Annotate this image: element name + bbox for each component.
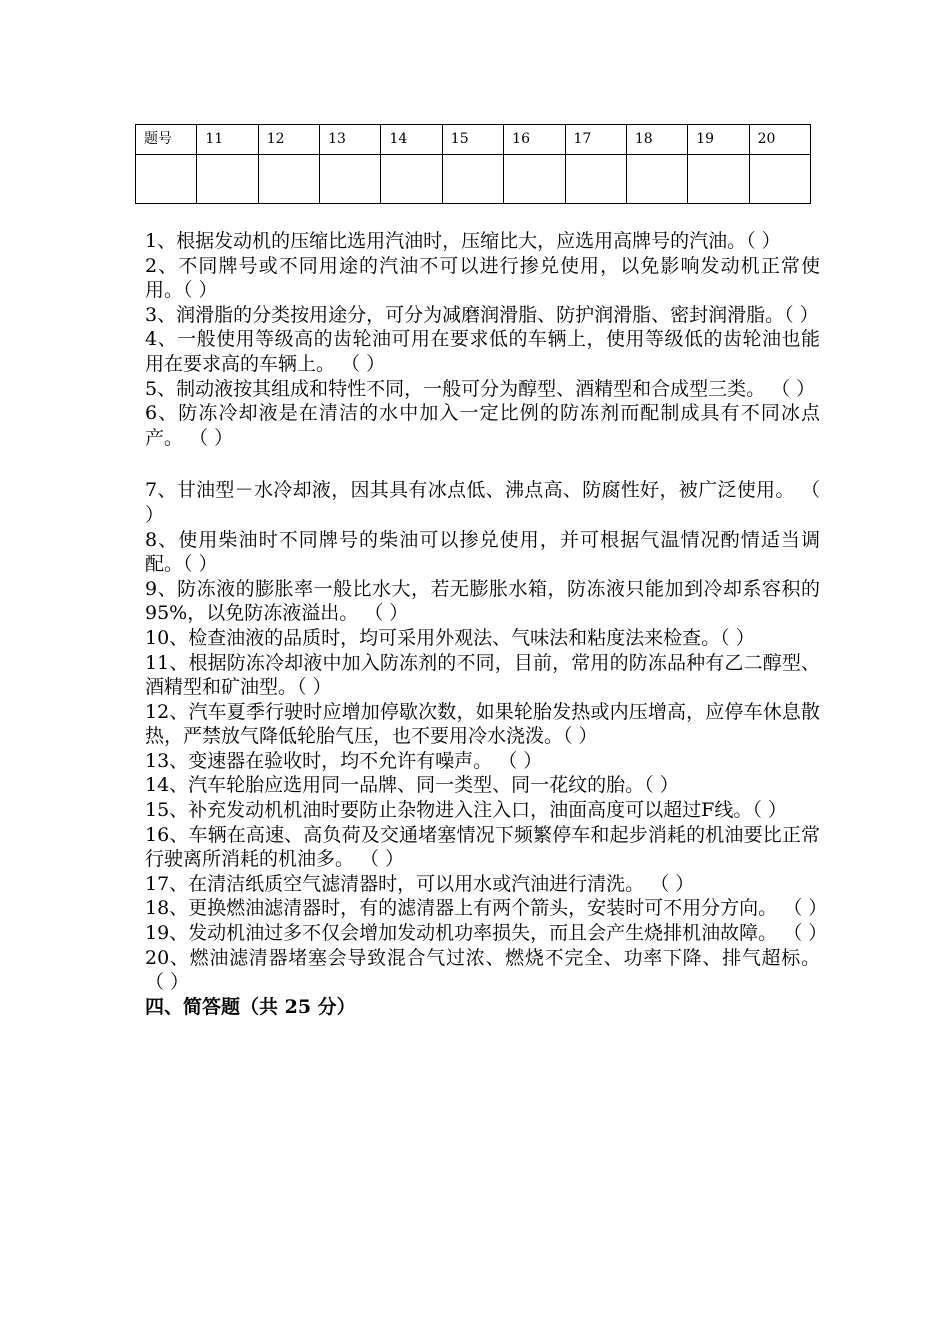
header-cell-label: 题号 (136, 125, 197, 155)
question-item: 16、车辆在高速、高负荷及交通堵塞情况下频繁停车和起步消耗的机油要比正常行驶离所消耗的机油多。 （ ） (145, 823, 820, 871)
header-cell-11: 11 (197, 125, 258, 155)
question-list (145, 229, 828, 1019)
question-item: 12、汽车夏季行驶时应增加停歇次数，如果轮胎发热或内压增高，应停车休息散热，严禁放气降低轮胎气压，也不要用冷水浇泼。（ ） (145, 700, 820, 748)
header-cell-12: 12 (258, 125, 319, 155)
question-item: 8、使用柴油时不同牌号的柴油可以掺兑使用，并可根据气温情况酌情适当调配。（ ） (145, 528, 820, 576)
question-item: 19、发动机油过多不仅会增加发动机功率损失，而且会产生烧排机油故障。 （ ） (145, 922, 828, 945)
question-item: 13、变速器在验收时，均不允许有噪声。 （ ） (145, 749, 543, 772)
header-cell-13: 13 (320, 125, 381, 155)
question-item: 20、燃油滤清器堵塞会导致混合气过浓、燃烧不完全、功率下降、排气超标。 （ ） (145, 946, 820, 994)
answer-cell-11[interactable] (197, 155, 258, 204)
answer-cell-12[interactable] (258, 155, 319, 204)
question-item: 4、一般使用等级高的齿轮油可用在要求低的车辆上，使用等级低的齿轮油也能用在要求高的车辆上。 （ ） (145, 328, 820, 375)
question-item: 1、根据发动机的压缩比选用汽油时，压缩比大，应选用高牌号的汽油。（ ） (145, 230, 781, 252)
question-item: 2、不同牌号或不同用途的汽油不可以进行掺兑使用，以免影响发动机正常使用。（ ） (145, 254, 820, 302)
answer-table-answer-row (136, 155, 811, 204)
answer-table (135, 124, 811, 204)
question-item: 17、在清洁纸质空气滤清器时，可以用水或汽油进行清洗。 （ ） (145, 872, 695, 895)
answer-cell-17[interactable] (565, 155, 626, 204)
question-item: 3、润滑脂的分类按用途分，可分为减磨润滑脂、防护润滑脂、密封润滑脂。（ ） (145, 303, 819, 326)
header-cell-18: 18 (626, 125, 687, 155)
answer-cell-15[interactable] (442, 155, 503, 204)
answer-cell-19[interactable] (688, 155, 749, 204)
question-item: 6、防冻冷却液是在清洁的水中加入一定比例的防冻剂而配制成具有不同冰点产。 （ ） (145, 402, 820, 449)
answer-cell-13[interactable] (320, 155, 381, 204)
header-cell-14: 14 (381, 125, 442, 155)
question-item: 14、汽车轮胎应选用同一品牌、同一类型、同一花纹的胎。（ ） (145, 774, 679, 797)
header-cell-19: 19 (688, 125, 749, 155)
question-item: 9、防冻液的膨胀率一般比水大，若无膨胀水箱，防冻液只能加到冷却系容积的95%，以免防冻液溢出。 （ ） (145, 577, 820, 625)
answer-cell-16[interactable] (504, 155, 565, 204)
answer-cell-18[interactable] (626, 155, 687, 204)
answer-table-header-row (136, 125, 811, 155)
header-cell-15: 15 (442, 125, 503, 155)
header-cell-17: 17 (565, 125, 626, 155)
question-item: 10、检查油液的品质时，均可采用外观法、气味法和粘度法来检查。（ ） (145, 626, 755, 649)
question-item: 18、更换燃油滤清器时，有的滤清器上有两个箭头，安装时可不用分方向。 （ ） (145, 897, 828, 920)
question-item: 5、制动液按其组成和特性不同，一般可分为醇型、酒精型和合成型三类。 （ ） (145, 377, 816, 400)
answer-cell-label (136, 155, 197, 204)
question-item: 11、根据防冻冷却液中加入防冻剂的不同，目前，常用的防冻品种有乙二醇型、酒精型和矿油型。（ ） (145, 651, 820, 699)
section-title: 四、简答题（共 25 分） (145, 995, 356, 1018)
answer-cell-20[interactable] (749, 155, 810, 204)
header-cell-20: 20 (749, 125, 810, 155)
question-item: 15、补充发动机机油时要防止杂物进入注入口，油面高度可以超过F线。（ ） (145, 799, 787, 822)
answer-cell-14[interactable] (381, 155, 442, 204)
header-cell-16: 16 (504, 125, 565, 155)
question-item: 7、甘油型－水冷却液，因其具有冰点低、沸点高、防腐性好，被广泛使用。 （ ） (145, 479, 820, 526)
